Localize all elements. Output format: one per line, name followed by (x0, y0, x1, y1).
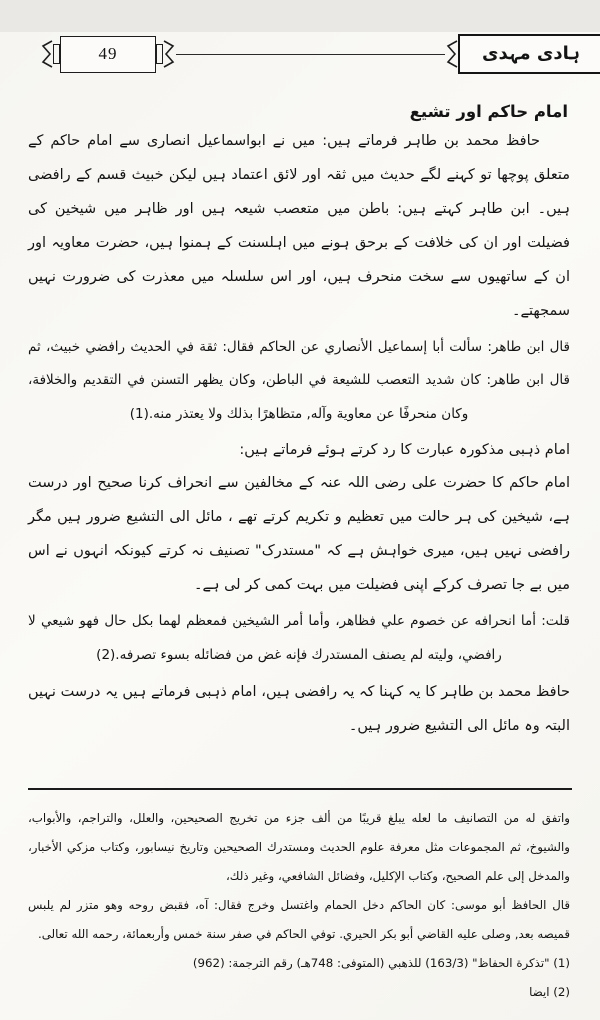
footnote-ref-2: (2) ايضا (529, 984, 570, 999)
arabic-quote-2: قلت: أما انحرافه عن خصوم علي فظاهر، وأما أمر الشيخين فمعظم لهما بكل حال فهو شيعي لا رافضي، وليته لم يصنف المستدرك فإنه غض من فضائله بسوء تصرفه.(2) (28, 612, 570, 663)
header-rule (176, 54, 445, 55)
page-number: 49 (98, 44, 118, 63)
footnotes (0, 790, 600, 1006)
zigzag-bracket-title-icon (445, 40, 458, 68)
footnote-death-account: قال الحافظ أبو موسى: كان الحاكم دخل الحمام واغتسل وخرج فقال: آه، فقبض روحه وهو متزر لم يلبس قميصه بعد, وصلى عليه القاضي أبو بكر الحيري. توفي الحاكم في صفر سنة خمس وأربعمائة، رحمه الله تعالى. (28, 897, 570, 941)
page-header (40, 32, 600, 76)
book-title-box (458, 34, 600, 74)
zigzag-bracket-right-icon (163, 40, 176, 68)
book-page (0, 32, 600, 1020)
closing-paragraph: حافظ محمد بن طاہر کا یہ کہنا کہ یہ رافضی ہیں، امام ذہبی فرماتے ہیں یہ درست نہیں البتہ وہ مائل الی التشیع ضرور ہیں۔ (28, 684, 570, 735)
paragraph-urdu-1: حافظ محمد بن طاہر فرماتے ہیں: میں نے ابواسماعیل انصاری سے امام حاکم کے متعلق پوچھا تو کہنے لگے حدیث میں ثقہ اور لائق اعتماد ہیں لیکن خبیث قسم کے رافضی ہیں۔ ابن طاہر کہتے ہیں: باطن میں متعصب شیعہ ہیں اور ظاہر میں شیخین کی فضیلت اور ان کی خلافت کے برحق ہونے میں اہلسنت کے ہمنوا ہیں، حضرت معاویہ اور ان کے ساتھیوں سے سخت منحرف ہیں، اور اس سلسلہ میں معذرت کی ضرورت نہیں سمجھتے۔ (28, 133, 570, 319)
article-body (0, 102, 600, 744)
footnote-works: واتفق له من التصانيف ما لعله يبلغ قريبًا من ألف جزء من تخريج الصحيحين، والعلل، والتراجم، والأبواب، والشيوخ، ثم المجموعات مثل معرفة علوم الحديث ومستدرك الصحيحين وتاريخ نيسابور، وكتاب مزكي الأخبار، والمدخل إلى علم الصحيح، وكتاب الإكليل، وفضائل الشافعي، وغير ذلك، (28, 811, 570, 883)
page-number-tab-left (53, 44, 60, 64)
book-title: ہادی مہدی (482, 42, 580, 64)
page-number-box (60, 36, 156, 73)
arabic-quote-1: قال ابن طاهر: سألت أبا إسماعيل الأنصاري عن الحاكم فقال: ثقة في الحديث رافضي خبيث، ثم قال ابن طاهر: كان شديد التعصب للشيعة في الباطن، وكان يظهر التسنن في التقديم والخلافة، وكان منحرفًا عن معاوية وآله, متظاهرًا بذلك ولا يعتذر منه.(1) (28, 338, 570, 423)
zahabi-intro: امام ذہبی مذکورہ عبارت کا رد کرتے ہوئے فرماتے ہیں: (239, 441, 570, 458)
section-heading: امام حاکم اور تشیع (409, 102, 568, 121)
paragraph-urdu-2: امام حاکم کا حضرت علی رضی اللہ عنہ کے مخالفین سے انحراف کرنا صحیح اور درست ہے، شیخین کی ہر حالت میں تعظیم و تکریم کرتے تھے ، مائل الی التشیع ضرور ہیں مگر رافضی نہیں ہیں، میری خواہش ہے کہ "مستدرک" تصنیف نہ کرتے کیونکہ انہوں نے اس میں بے جا تصرف کرکے اپنی فضیلت میں بہت کمی کر لی ہے۔ (28, 475, 570, 593)
footnote-ref-1: (1) "تذكرة الحفاظ" (163/3) للذهبي (المتوفى: 748هـ) رقم الترجمة: (962) (192, 955, 570, 970)
page-number-tab-right (156, 44, 163, 64)
zigzag-bracket-left-icon (40, 40, 53, 68)
